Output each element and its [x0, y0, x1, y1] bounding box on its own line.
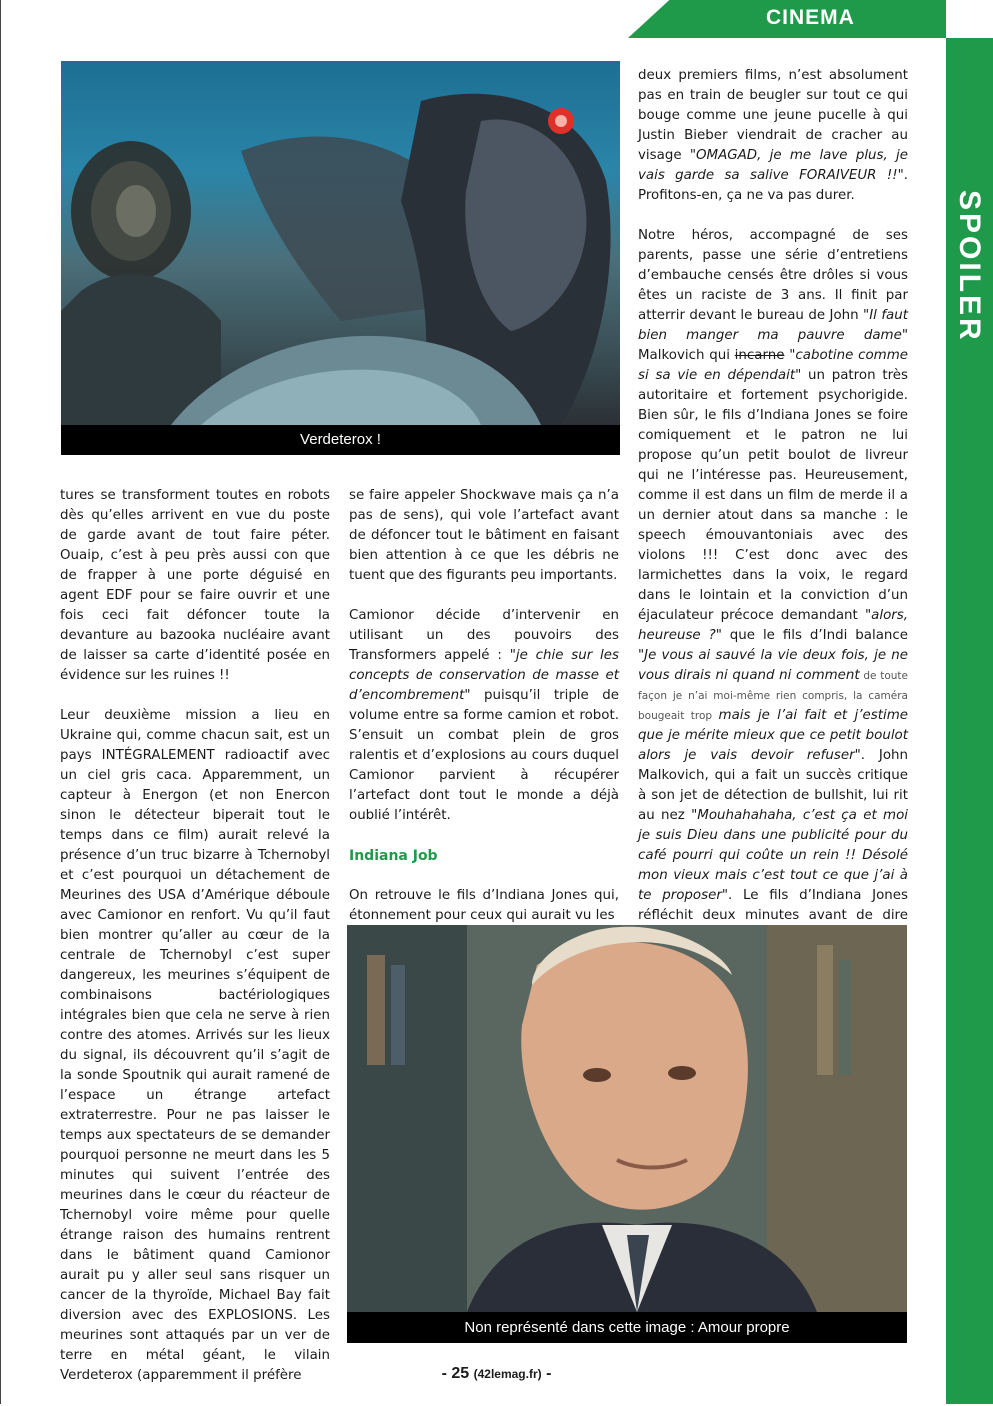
section-heading: Indiana Job: [349, 848, 438, 864]
text-run: ". Le fils d’Indiana Jones réfléchit deux minutes avant de dire: [638, 888, 908, 923]
text-run: Camionor décide d’intervenir en utilisant un des pouvoirs des Transformers appelé : ": [349, 608, 619, 663]
quote: mais je l’ai fait et j’estime que je mérite mieux que ce petit boulot alors je vais devoir refuser: [638, 708, 908, 763]
text-run: Notre héros, accompagné de ses parents, passe une série d’entretiens d’embauche censés être drôles si vous êtes un raciste de 3 ans. Il finit par atterrir devant le bureau de John ": [638, 228, 908, 323]
section-title: CINEMA: [766, 6, 855, 29]
paragraph: [349, 606, 619, 826]
article-column-1: [60, 486, 330, 1406]
text-run: " un patron très autoritaire et fortement psychorigide. Bien sûr, le fils d’Indiana Jones se foire comiquement et le patron ne lui propose qu’un petit boulot de livreur qui ne l’intéresse pas. Heureusement, comme il est dans un film de merde il a un dernier atout dans sa manche : le speech émouvantoniais avec des violons !!! C’est donc avec des larmichettes dans la voix, le regard dans le lointain et la conviction d’un éjaculateur précoce demandant ": [638, 368, 908, 623]
article-column-2: [349, 486, 619, 946]
paragraph: On retrouve le fils d’Indiana Jones qui, étonnement pour ceux qui aurait vu les: [349, 888, 619, 923]
paragraph: [638, 226, 908, 946]
paragraph: [638, 66, 908, 206]
quote: cabotine comme si sa vie en dépendait: [638, 348, 908, 383]
quote: je chie sur les concepts de conservation de masse et d’encombrement: [349, 648, 619, 703]
text-run: ". John Malkovich, qui a fait un succès critique à son jet de détection de bullshit, lui rit au nez ": [638, 748, 908, 823]
photo-verdeterox-art: [61, 61, 620, 425]
text-run: " puisqu’il triple de volume entre sa forme camion et robot. S’ensuit un combat plein de gros ralentis et d’explosions au cours duquel Camionor parvient à récupérer l’artefact dont tout le monde a déjà oublié l’intérêt.: [349, 688, 619, 823]
quote: Mouhahahaha, c’est ça et moi je suis Dieu dans une publicité pour du café pourri qui coûte un rein !! Désolé mon vieux mais c’est tout ce que j’ai à te proposer: [638, 808, 908, 903]
text-run: deux premiers films, n’est absolument pas en train de beugler sur tout ce qui bouge comme une jeune pucelle à qui Justin Bieber viendrait de cracher au visage ": [638, 68, 908, 163]
photo-verdeterox: [61, 61, 620, 425]
quote: alors, heureuse ?: [638, 608, 908, 643]
paragraph: Leur deuxième mission a lieu en Ukraine qui, comme chacun sait, est un pays INTÉGRALEMENT radioactif avec un ciel gris caca. Apparemment, un capteur à Energon (et non Enercon sinon le détecteur biperait tout le temps dans ce film) aurait relevé la présence d’un truc bizarre à Tchernobyl et c’est pourquoi un détachement de Meurines des USA d’Amérique déboule avec Camionor en renfort. Vu qu’il faut bien montrer qu’aller au cœur de la centrale de Tchernobyl c’est super dangereux, les meurines s’équipent de combinaisons bactériologiques intégrales bien que cela ne serve à rien contre des atomes. Arrivés sur les lieux du signal, ils découvrent qu’il s’agit de la sonde Spoutnik qui aurait ramené de l’espace un étrange artefact extraterrestre. Pour ne pas laisser le temps aux spectateurs de se demander pourquoi personne ne meurt dans les 5 minutes qui suivent l’entrée des meurines dans le cœur du réacteur de Tchernobyl voire même pour quelle étrange raison des humains rentrent dans le bâtiment quand Camionor aurait pu y aller seul sans risquer un cancer de la thyroïde, Michael Bay fait diversion avec des EXPLOSIONS. Les meurines sont attaqués par un ver de terre en métal géant, le vilain Verdeterox (apparemment il préfère: [60, 708, 330, 1383]
text-run: ": [784, 348, 796, 363]
paragraph: se faire appeler Shockwave mais ça n’a pas de sens), qui vole l’artefact avant de défoncer tout le bâtiment en faisant bien attention à ce que les débris ne tuent que des figurants peu importants.: [349, 488, 619, 583]
text-run: " Malkovich qui: [638, 328, 908, 363]
paragraph: tures se transforment toutes en robots dès qu’elles arrivent en vue du poste de garde avant de tout faire péter. Ouaip, c’est à peu près aussi con que de frapper à une porte déguisé en agent EDF pour se faire ouvrir et une fois ceci fait défoncer toute la devanture au bazooka nucléaire avant de laisser sa carte d’identité posée en évidence sur les ruines !!: [60, 488, 330, 683]
site-url: (42lemag.fr): [473, 1367, 542, 1381]
photo-malkovich: [347, 925, 907, 1312]
text-run: ". Profitons-en, ça ne va pas durer.: [638, 168, 908, 203]
quote: OMAGAD, je me lave plus, je vais garde sa salive FORAIVEUR !!: [638, 148, 909, 183]
photo-caption-bottom: Non représenté dans cette image : Amour propre: [347, 1312, 907, 1343]
footer-dash-right: -: [546, 1365, 552, 1382]
struck-word: incarne: [734, 348, 785, 363]
article-column-3: [638, 66, 908, 966]
footer-dash-left: -: [441, 1365, 447, 1382]
aside-small: de toute façon je n’ai moi-même rien compris, la caméra bougeait trop: [638, 670, 908, 722]
quote: Je vous ai sauvé la vie deux fois, je ne vous dirais ni quand ni comment: [638, 648, 908, 683]
photo-caption-top: Verdeterox !: [61, 425, 620, 455]
text-run: " que le fils d’Indi balance ": [638, 628, 908, 663]
quote: Il faut bien manger ma pauvre dame: [638, 308, 908, 343]
page-footer: [0, 1365, 993, 1383]
photo-malkovich-art: [347, 925, 907, 1312]
left-rule: [0, 0, 1, 1404]
page-number: 25: [451, 1365, 470, 1382]
side-label-spoiler: SPOILER: [953, 190, 986, 343]
